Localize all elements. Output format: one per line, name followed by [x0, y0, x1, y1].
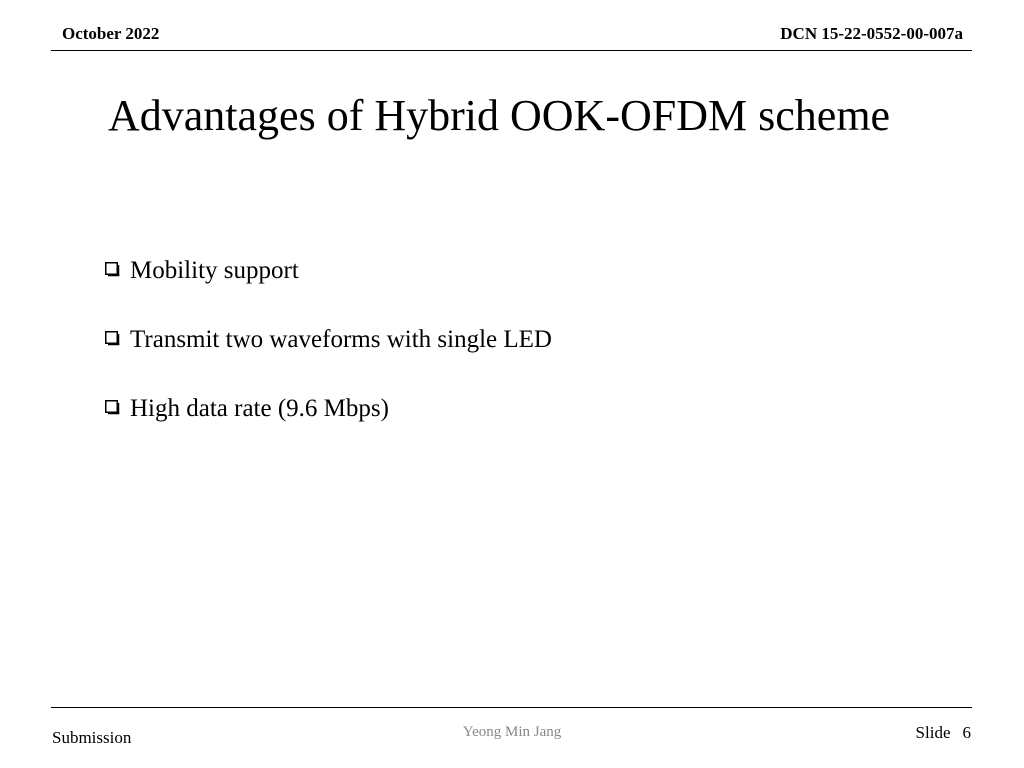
- header-doc-number: DCN 15-22-0552-00-007a: [780, 24, 963, 43]
- checkbox-outline-icon: [105, 400, 120, 415]
- checkbox-outline-icon: [105, 331, 120, 346]
- slide-title: Advantages of Hybrid OOK-OFDM scheme: [108, 91, 891, 140]
- footer-author: Yeong Min Jang: [462, 724, 562, 740]
- slide-label: Slide: [915, 723, 951, 742]
- header-divider: [51, 50, 972, 51]
- footer-submission: Submission: [52, 728, 132, 747]
- footer-divider: [51, 707, 972, 708]
- bullet-item: [105, 254, 552, 288]
- slide-number: 6: [962, 723, 971, 742]
- bullet-text: High data rate (9.6 Mbps): [130, 395, 389, 422]
- bullet-item: [105, 392, 552, 426]
- bullet-text: Transmit two waveforms with single LED: [130, 326, 552, 353]
- checkbox-outline-icon: [105, 262, 120, 277]
- footer-slide-indicator: [916, 723, 971, 743]
- bullet-text: Mobility support: [130, 257, 299, 284]
- bullet-list: [105, 254, 552, 461]
- header-date: October 2022: [62, 24, 160, 43]
- bullet-item: [105, 323, 552, 357]
